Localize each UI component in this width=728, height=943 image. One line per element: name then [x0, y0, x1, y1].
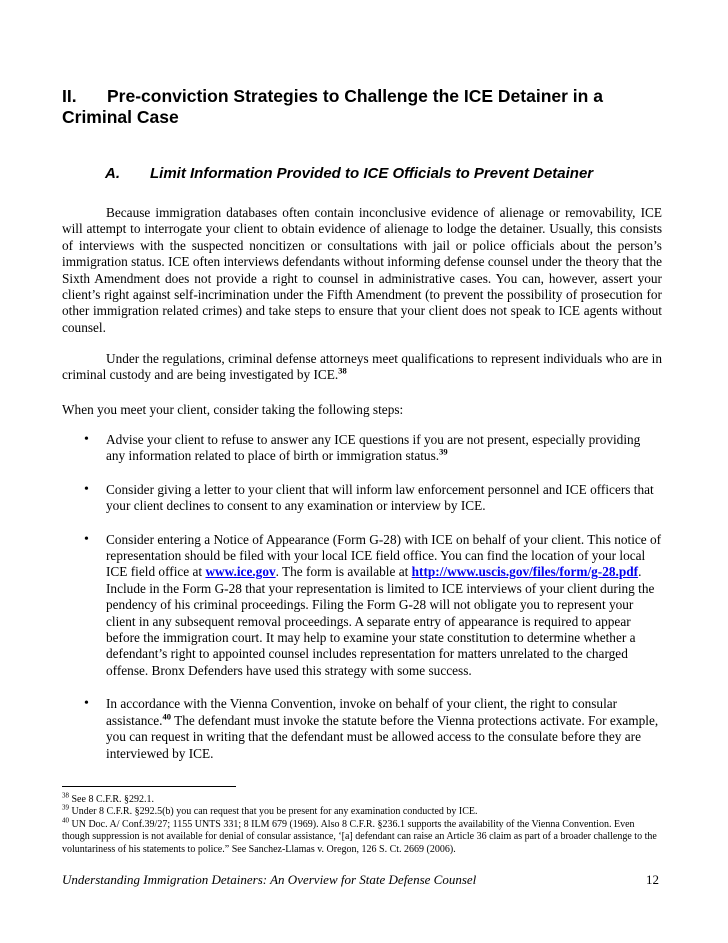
bullet-icon: •: [84, 481, 89, 497]
footnote-number: 38: [62, 791, 69, 800]
footnote-text: See 8 C.F.R. §292.1.: [69, 794, 155, 805]
section-title-line2: Criminal Case: [62, 107, 179, 127]
list-item: [62, 532, 662, 680]
paragraph-immigration-databases: Because immigration databases often contain inconclusive evidence of alienage or removability, ICE will attempt to interrogate your client to obtain evidence of alienage to lodge the detainer. Usually, this consists of interviews with the suspected noncitizen or consultations with jail or police officials about the person’s immigration status. ICE often interviews defendants without informing defense counsel under the theory that the Sixth Amendment does not provide a right to counsel in administrative cases. You can, however, assert your client’s right against self-incrimination under the Fifth Amendment (to prevent the possibility of prosecution for other immigration related crimes) and take steps to ensure that your client does not speak to ICE agents without counsel.: [62, 205, 662, 335]
paragraph-regulations: [62, 351, 662, 384]
subsection-title: Limit Information Provided to ICE Officials to Prevent Detainer: [150, 165, 594, 182]
list-item: [62, 482, 662, 515]
section-title-line1: Pre-conviction Strategies to Challenge the ICE Detainer in a: [107, 86, 603, 106]
subsection-heading: [105, 165, 725, 183]
bullet-icon: •: [84, 432, 89, 447]
list-item-text: In accordance with the Vienna Convention, invoke on behalf of your client, the right to consular assistance.: [106, 696, 618, 728]
paragraph-regulations-text: Under the regulations, criminal defense attorneys meet qualifications to represent individuals who are in criminal custody and are being investigated by ICE.: [62, 351, 662, 383]
footnote-divider: [62, 786, 236, 787]
footnote-39: [62, 806, 662, 818]
section-heading: [62, 86, 702, 128]
footnote-number: 39: [62, 804, 69, 813]
footnotes: [62, 791, 662, 856]
bullet-icon: •: [84, 531, 89, 547]
list-item-text: Consider entering a Notice of Appearance (Form G-28) with ICE on behalf of your client. This notice of representation should be filed with your local ICE field office. You can find the location of your local ICE field office at: [106, 531, 662, 580]
page-number: 12: [646, 872, 659, 887]
ice-gov-link[interactable]: www.ice.gov: [205, 564, 276, 580]
bullet-icon: •: [84, 696, 89, 712]
list-item-text: Advise your client to refuse to answer any ICE questions if you are not present, especially providing any information related to place of birth or immigration status.: [106, 432, 641, 464]
footnote-text: UN Doc. A/ Conf.39/27; 1155 UNTS 331; 8 ILM 679 (1969). Also 8 C.F.R. §236.1 supports the availability of the Vienna Convention. Even though suppression is not available for denial of consular assistance, ‘[a] defendant can raise an Article 36 claim as part of a broader challenge to the voluntariness of his statements to police.” See Sanchez-Llamas v. Oregon, 126 S. Ct. 2669 (2006).: [62, 818, 657, 855]
list-item-text: . The form is available at: [275, 564, 412, 580]
list-item: [62, 432, 662, 465]
footnote-ref-40[interactable]: 40: [162, 711, 171, 722]
list-item-text: . Include in the Form G-28 that your representation is limited to ICE interviews of your client during the pendency of his criminal proceedings. Filing the Form G-28 will not obligate you to represent your client in any subsequent removal proceedings. A separate entry of appearance is required to appear before the immigration court. It may help to examine your state constitution to determine whether a defendant’s right to appointed counsel includes representation for matters unrelated to the charged offense. Bronx Defenders have used this strategy with some success.: [106, 564, 655, 678]
subsection-letter: A.: [105, 165, 120, 182]
footnote-text: Under 8 C.F.R. §292.5(b) you can request that you be present for any examination conducted by ICE.: [69, 806, 478, 818]
steps-list: [62, 432, 662, 779]
list-item-text: Consider giving a letter to your client that will inform law enforcement personnel and ICE officers that your client declines to consent to any examination or interview by ICE.: [106, 481, 654, 514]
list-item-text: The defendant must invoke the statute before the Vienna protections activate. For example, you can request in writing that the defendant must be allowed access to the consulate before they are interviewed by ICE.: [106, 712, 659, 761]
g28-form-link[interactable]: http://www.uscis.gov/files/form/g-28.pdf: [411, 564, 639, 580]
footer-document-title: Understanding Immigration Detainers: An Overview for State Defense Counsel: [62, 872, 477, 887]
footnote-38: [62, 791, 662, 806]
list-item: [62, 696, 662, 762]
paragraph-steps-intro: When you meet your client, consider taking the following steps:: [62, 402, 404, 417]
footnote-40: [62, 816, 662, 856]
footnote-ref-38[interactable]: 38: [338, 365, 347, 376]
section-number: II.: [62, 86, 77, 106]
footnote-number: 40: [62, 816, 69, 825]
footnote-ref-39[interactable]: 39: [439, 446, 448, 457]
